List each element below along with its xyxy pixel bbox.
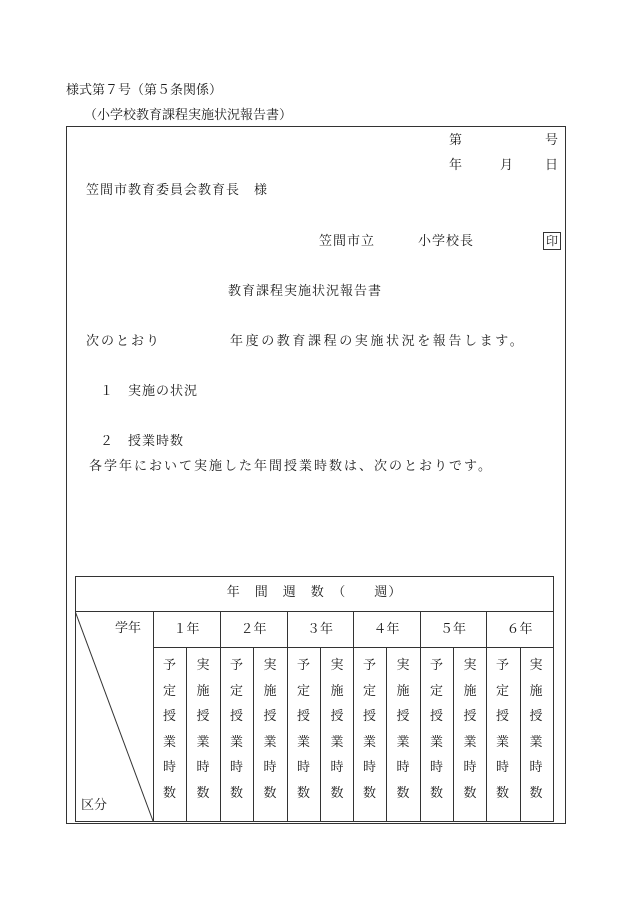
grade-1-actual-hours-header: 実 施 授 業 時 数 (196, 658, 210, 801)
grade-4-actual-hours-header: 実 施 授 業 時 数 (396, 658, 410, 801)
date-month: 月 (500, 158, 514, 173)
grade-3-planned-hours-header: 予 定 授 業 時 数 (296, 658, 310, 801)
form-subtitle: （小学校教育課程実施状況報告書） (84, 108, 293, 123)
intro-lead: 次のとおり (86, 334, 162, 349)
grade-6-actual-hours-header: 実 施 授 業 時 数 (529, 658, 543, 801)
sender-city: 笠間市立 (319, 234, 376, 249)
corner-diagonal (75, 611, 154, 822)
doc-no-go: 号 (545, 133, 559, 148)
weekly-hours-table (75, 576, 554, 822)
weeks-header: 年 間 週 数 （ 週） (226, 585, 403, 600)
date-year: 年 (449, 158, 463, 173)
grade-5-planned-hours-header: 予 定 授 業 時 数 (429, 658, 443, 801)
grade-2-planned-hours-header: 予 定 授 業 時 数 (229, 658, 243, 801)
grade-2-actual-hours-header: 実 施 授 業 時 数 (263, 658, 277, 801)
corner-grade-label: 学年 (115, 621, 142, 636)
grade-1-header: １年 (173, 622, 200, 637)
sender-principal: 小学校長 (418, 234, 475, 249)
addressee: 笠間市教育委員会教育長 様 (86, 183, 269, 198)
grade-3-actual-hours-header: 実 施 授 業 時 数 (330, 658, 344, 801)
grade-5-actual-hours-header: 実 施 授 業 時 数 (463, 658, 477, 801)
intro-text: 年度の教育課程の実施状況を報告します。 (230, 334, 526, 349)
grade-4-header: ４年 (373, 622, 400, 637)
doc-no-dai: 第 (449, 133, 463, 148)
corner-category-label: 区分 (81, 798, 108, 813)
grade-2-header: ２年 (240, 622, 267, 637)
grade-6-header: ６年 (506, 622, 533, 637)
grade-1-planned-hours-header: 予 定 授 業 時 数 (162, 658, 176, 801)
grade-6-planned-hours-header: 予 定 授 業 時 数 (495, 658, 509, 801)
section-2-heading: ２ 授業時数 (100, 434, 185, 449)
grade-4-planned-hours-header: 予 定 授 業 時 数 (362, 658, 376, 801)
grade-5-header: ５年 (439, 622, 466, 637)
date-day: 日 (545, 158, 559, 173)
seal-mark: 印 (543, 232, 561, 250)
document-title: 教育課程実施状況報告書 (228, 284, 383, 299)
section-1-heading: １ 実施の状況 (100, 384, 199, 399)
section-2-text: 各学年において実施した年間授業時数は、次のとおりです。 (89, 459, 493, 474)
grade-3-header: ３年 (306, 622, 333, 637)
form-number: 様式第７号（第５条関係） (66, 83, 223, 98)
